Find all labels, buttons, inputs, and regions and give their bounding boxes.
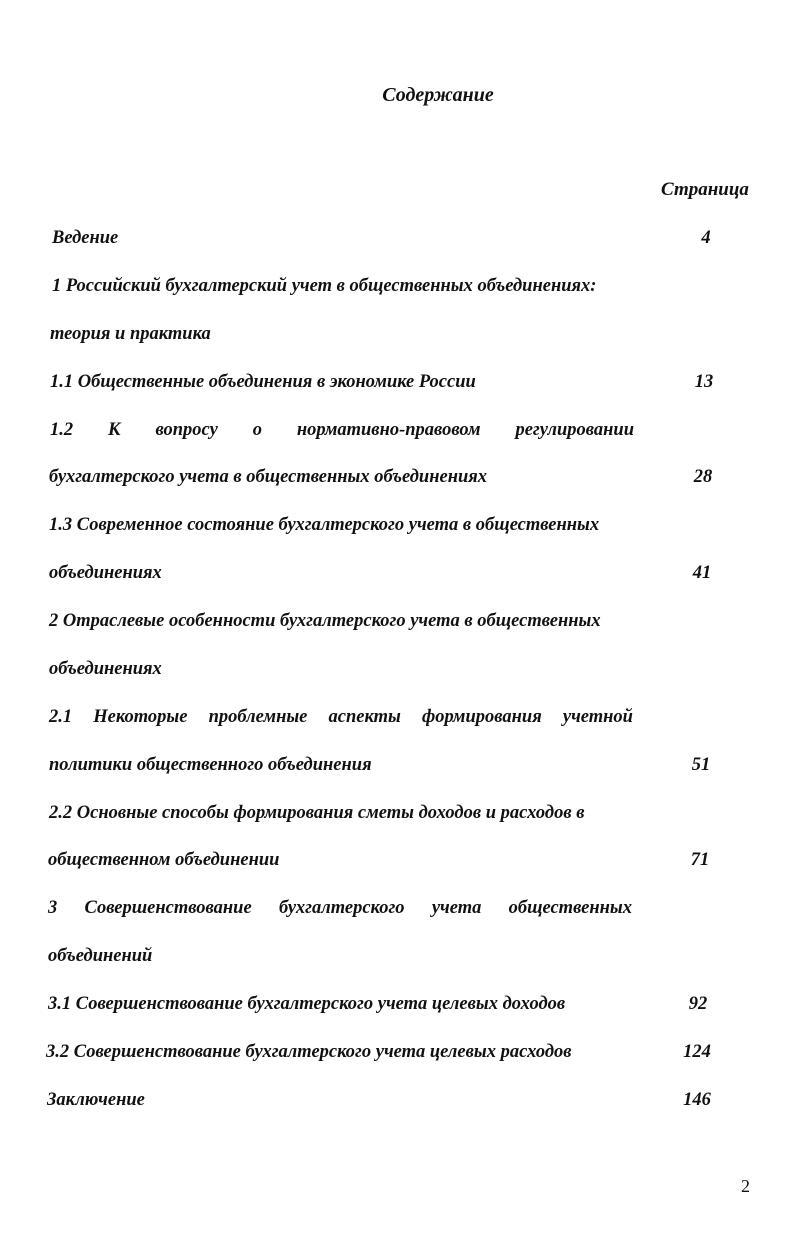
toc-entry-section-2-line2: объединениях	[49, 659, 162, 679]
toc-page-section-1-1: 13	[694, 372, 714, 392]
toc-page-section-1-3: 41	[692, 563, 712, 583]
toc-entry-section-2-2-line1: 2.2 Основные способы формирования сметы доходов и расходов в	[49, 803, 585, 823]
toc-entry-conclusion: Заключение	[47, 1090, 145, 1110]
toc-entry-section-2-1-line1	[49, 707, 633, 728]
toc-entry-section-3-line1	[48, 898, 632, 919]
toc-word: Совершенствование	[84, 898, 252, 918]
toc-word: вопросу	[155, 420, 218, 440]
toc-page-section-3-1: 92	[688, 994, 708, 1014]
toc-entry-section-1-2-line1	[50, 420, 634, 441]
toc-entry-section-1-3-line2: объединениях	[49, 563, 162, 583]
toc-word: общественных	[508, 898, 632, 918]
toc-word: учета	[431, 898, 482, 918]
page-column-header: Страница	[661, 179, 749, 200]
toc-entry-section-1-2-line2: бухгалтерского учета в общественных объединениях	[49, 467, 488, 487]
toc-entry-section-1-1: 1.1 Общественные объединения в экономике России	[50, 372, 476, 392]
toc-word: нормативно-правовом	[296, 420, 481, 440]
toc-page-section-2-2: 71	[690, 850, 710, 870]
toc-entry-section-2-line1: 2 Отраслевые особенности бухгалтерского учета в общественных	[49, 611, 601, 631]
toc-entry-section-2-2-line2: общественном объединении	[48, 850, 280, 870]
toc-entry-section-3-1: 3.1 Совершенствование бухгалтерского учета целевых доходов	[48, 994, 566, 1014]
page-title: Содержание	[382, 84, 494, 106]
toc-entry-section-3-line2: объединений	[48, 946, 153, 966]
page-number: 2	[741, 1176, 750, 1196]
toc-entry-section-1-line1: 1 Российский бухгалтерский учет в общественных объединениях:	[52, 276, 597, 296]
toc-page-intro: 4	[701, 228, 711, 248]
toc-word: аспекты	[328, 707, 401, 727]
toc-entry-section-3-2: 3.2 Совершенствование бухгалтерского учета целевых расходов	[46, 1042, 572, 1062]
toc-entry-intro: Ведение	[52, 228, 119, 248]
toc-entry-section-2-1-line2: политики общественного объединения	[49, 755, 372, 775]
toc-page-conclusion: 146	[683, 1090, 711, 1110]
toc-word: бухгалтерского	[278, 898, 405, 918]
toc-entry-section-1-line2: теория и практика	[50, 324, 211, 344]
toc-word: регулировании	[515, 420, 634, 440]
toc-page-section-2-1: 51	[691, 755, 711, 775]
toc-word: 1.2	[50, 420, 74, 440]
toc-word: о	[252, 420, 262, 440]
toc-word: 2.1	[49, 707, 73, 727]
toc-page-section-1-2: 28	[693, 467, 713, 487]
toc-word: формирования	[421, 707, 542, 727]
toc-word: Некоторые	[93, 707, 188, 727]
toc-entry-section-1-3-line1: 1.3 Современное состояние бухгалтерского учета в общественных	[49, 515, 600, 535]
toc-word: проблемные	[208, 707, 308, 727]
toc-word: 3	[48, 898, 58, 918]
toc-page-section-3-2: 124	[683, 1042, 711, 1062]
toc-word: К	[108, 420, 121, 440]
toc-word: учетной	[562, 707, 633, 727]
